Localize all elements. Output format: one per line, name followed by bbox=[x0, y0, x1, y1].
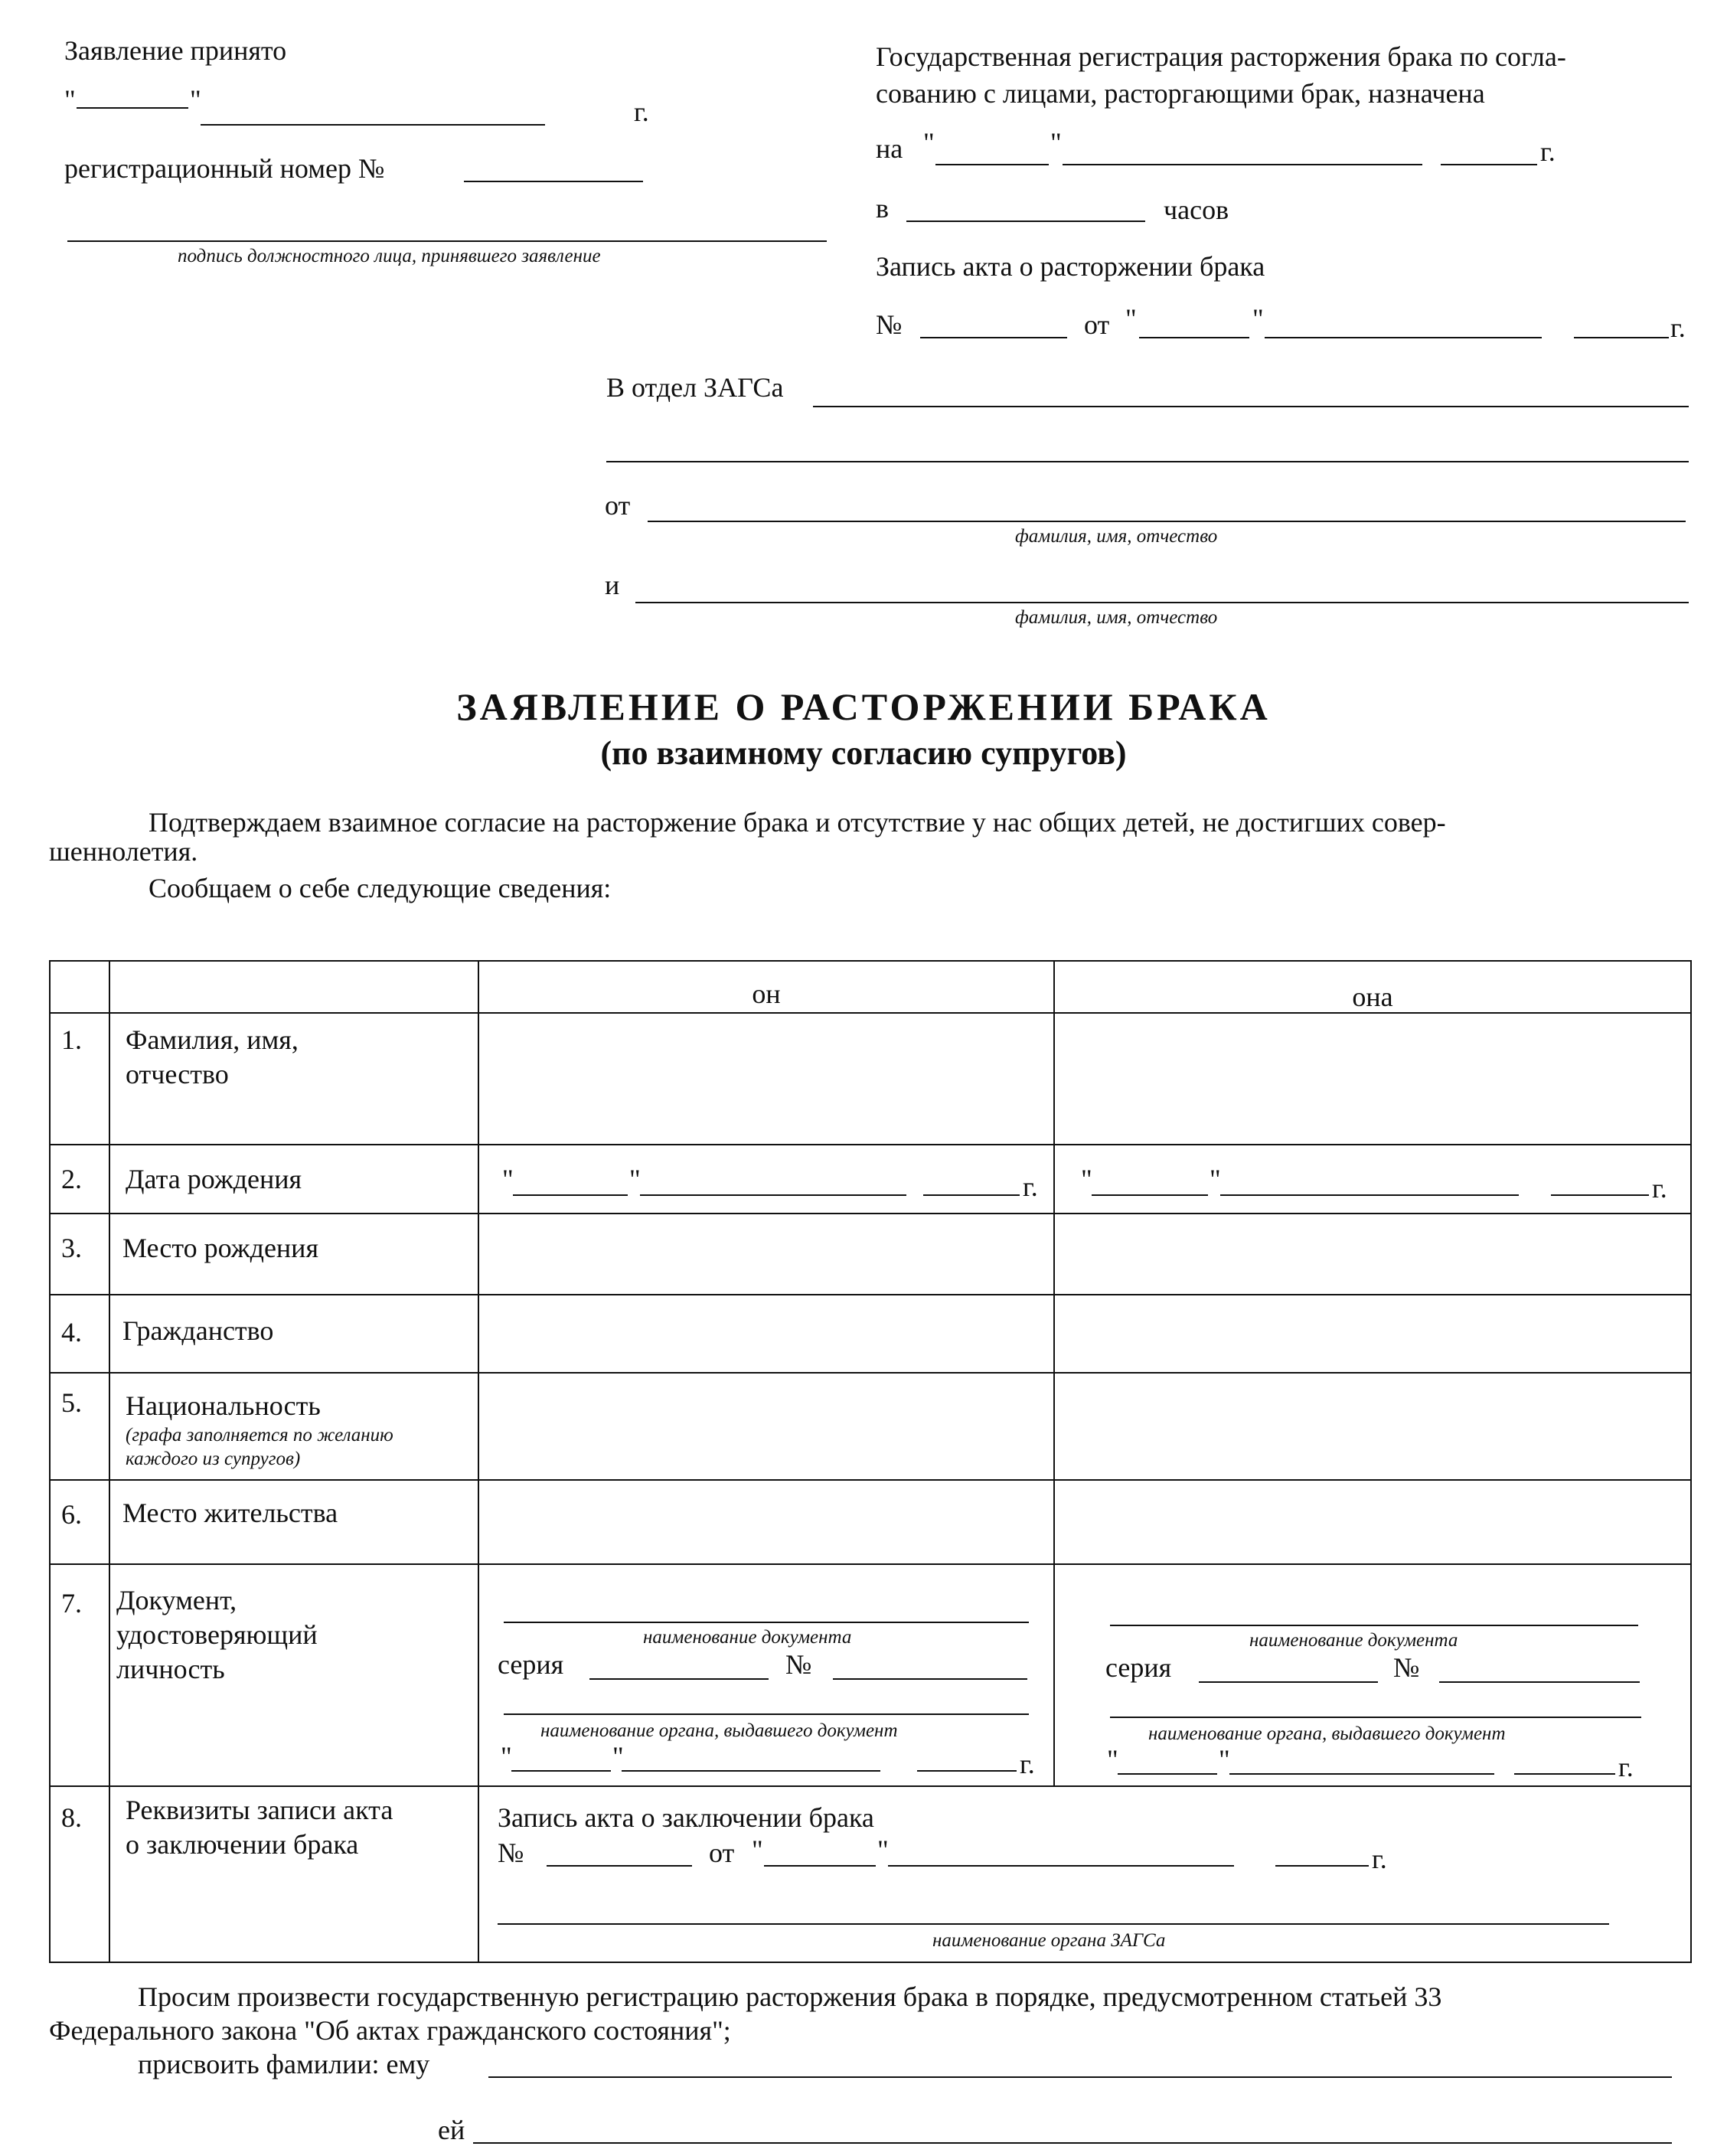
registration-month-field[interactable] bbox=[1063, 164, 1422, 165]
divorce-record-month-field[interactable] bbox=[1265, 337, 1542, 338]
he-document-number-field[interactable] bbox=[833, 1678, 1027, 1680]
he-series-field[interactable] bbox=[589, 1678, 769, 1680]
nationality-note: каждого из супругов) bbox=[126, 1449, 301, 1470]
row-divider bbox=[51, 1785, 1690, 1787]
number-sign: № bbox=[1393, 1652, 1420, 1683]
quote-open: " bbox=[64, 84, 76, 115]
zags-name-field[interactable] bbox=[498, 1923, 1609, 1925]
and-label: и bbox=[605, 570, 620, 600]
row-label-citizenship: Гражданство bbox=[122, 1315, 274, 1346]
she-issue-month-field[interactable] bbox=[1229, 1773, 1494, 1775]
quote-open: " bbox=[923, 127, 935, 158]
year-suffix: г. bbox=[1618, 1752, 1634, 1782]
row-label-birthdate: Дата рождения bbox=[126, 1164, 302, 1194]
he-residence-field[interactable] bbox=[479, 1481, 1052, 1562]
she-document-number-field[interactable] bbox=[1439, 1681, 1640, 1683]
applicant-1-fio-field[interactable] bbox=[648, 521, 1686, 522]
number-sign: № bbox=[498, 1838, 524, 1868]
row-label-marriage-record bbox=[126, 1793, 393, 1862]
quote-open: " bbox=[752, 1834, 763, 1865]
year-suffix: г. bbox=[1372, 1844, 1387, 1874]
row-number: 7. bbox=[61, 1588, 82, 1619]
row-label-line: отчество bbox=[126, 1059, 229, 1089]
year-suffix: г. bbox=[1652, 1173, 1667, 1204]
he-issue-month-field[interactable] bbox=[622, 1770, 880, 1772]
quote-close: " bbox=[1210, 1164, 1221, 1194]
quote-close: " bbox=[1252, 303, 1264, 334]
she-document-name-field[interactable] bbox=[1110, 1625, 1638, 1626]
request-line-1: Просим произвести государственную регистрацию расторжения брака в порядке, предусмотренном статьей 33 bbox=[138, 1981, 1442, 2012]
marriage-record-label: Запиcь акта о заключении брака bbox=[498, 1802, 874, 1833]
from-label: от bbox=[709, 1838, 735, 1868]
marriage-record-month-field[interactable] bbox=[888, 1865, 1234, 1867]
she-issuer-field[interactable] bbox=[1110, 1717, 1641, 1718]
he-document-name-field[interactable] bbox=[504, 1622, 1029, 1623]
fio-caption: фамилия, имя, отчество bbox=[1015, 607, 1218, 628]
column-header-she: она bbox=[1352, 982, 1393, 1012]
he-issuer-field[interactable] bbox=[504, 1713, 1029, 1715]
he-issue-day-field[interactable] bbox=[511, 1770, 611, 1772]
quote-close: " bbox=[190, 84, 201, 115]
document-name-caption: наименование документа bbox=[1249, 1630, 1458, 1651]
row-number: 2. bbox=[61, 1164, 82, 1194]
quote-close: " bbox=[629, 1164, 641, 1194]
intro-line-1: Подтверждаем взаимное согласие на расторжение брака и отсутствие у нас общих детей, не достигших совер- bbox=[149, 807, 1446, 838]
she-residence-field[interactable] bbox=[1055, 1481, 1689, 1562]
document-title: ЗАЯВЛЕНИЕ О РАСТОРЖЕНИИ БРАКА bbox=[456, 685, 1271, 728]
quote-open: " bbox=[502, 1164, 514, 1194]
surname-he-field[interactable] bbox=[488, 2076, 1672, 2078]
he-birth-year-field[interactable] bbox=[923, 1194, 1020, 1196]
he-nationality-field[interactable] bbox=[479, 1374, 1052, 1478]
applicant-2-fio-field[interactable] bbox=[635, 602, 1689, 603]
quote-close: " bbox=[1219, 1744, 1230, 1775]
row-label-residence: Место жительства bbox=[122, 1498, 338, 1528]
registry-name-field[interactable] bbox=[813, 406, 1689, 407]
intro-line-2: шеннолетия. bbox=[49, 836, 198, 867]
row-number: 6. bbox=[61, 1499, 82, 1530]
row-number: 5. bbox=[61, 1387, 82, 1418]
row-divider bbox=[51, 1563, 1690, 1565]
on-label: на bbox=[876, 133, 903, 164]
marriage-record-number-field[interactable] bbox=[547, 1865, 692, 1867]
row-number: 4. bbox=[61, 1317, 82, 1348]
year-suffix: г. bbox=[1540, 136, 1556, 167]
applicants-table bbox=[49, 960, 1692, 1963]
she-fio-field[interactable] bbox=[1055, 1014, 1689, 1142]
official-signature-caption: подпись должностного лица, принявшего заявление bbox=[178, 246, 601, 266]
registration-day-field[interactable] bbox=[935, 164, 1049, 165]
year-suffix: г. bbox=[634, 96, 649, 127]
registration-number-field[interactable] bbox=[464, 181, 643, 182]
marriage-record-day-field[interactable] bbox=[764, 1865, 876, 1867]
registration-number-label: регистрационный номер № bbox=[64, 153, 385, 184]
divorce-record-day-field[interactable] bbox=[1139, 337, 1249, 338]
quote-open: " bbox=[1107, 1744, 1118, 1775]
issuer-caption: наименование органа, выдавшего документ bbox=[1148, 1723, 1506, 1744]
divorce-record-year-field[interactable] bbox=[1574, 337, 1669, 338]
quote-close: " bbox=[1050, 127, 1062, 158]
row-number: 1. bbox=[61, 1024, 82, 1055]
she-issue-day-field[interactable] bbox=[1118, 1773, 1217, 1775]
divorce-record-label: Запись акта о расторжении брака bbox=[876, 251, 1265, 282]
at-label: в bbox=[876, 193, 889, 224]
issuer-caption: наименование органа, выдавшего документ bbox=[540, 1720, 898, 1741]
row-label-birthplace: Место рождения bbox=[122, 1233, 319, 1263]
intro-line-3: Сообщаем о себе следующие сведения: bbox=[149, 873, 612, 903]
she-citizenship-field[interactable] bbox=[1055, 1295, 1689, 1370]
row-label-line: Реквизиты записи акта bbox=[126, 1795, 393, 1825]
row-divider bbox=[51, 1144, 1690, 1145]
surname-she-field[interactable] bbox=[473, 2142, 1672, 2144]
request-line-2: Федерального закона "Об актах гражданского состояния"; bbox=[49, 2015, 731, 2046]
registration-time-field[interactable] bbox=[906, 220, 1145, 222]
zags-name-caption: наименование органа ЗАГСа bbox=[932, 1930, 1166, 1951]
she-birth-year-field[interactable] bbox=[1551, 1194, 1649, 1196]
she-series-field[interactable] bbox=[1199, 1681, 1378, 1683]
official-signature-field[interactable] bbox=[67, 240, 827, 242]
received-day-field[interactable] bbox=[77, 107, 188, 109]
row-label-line: удостоверяющий bbox=[116, 1619, 318, 1650]
document-name-caption: наименование документа bbox=[643, 1627, 852, 1648]
registration-year-field[interactable] bbox=[1441, 164, 1537, 165]
he-birthplace-field[interactable] bbox=[479, 1214, 1052, 1292]
divorce-record-number-field[interactable] bbox=[920, 337, 1067, 338]
row-label-line: Фамилия, имя, bbox=[126, 1024, 299, 1055]
to-registry-label: В отдел ЗАГСа bbox=[606, 372, 784, 403]
he-birth-month-field[interactable] bbox=[640, 1194, 906, 1196]
series-label: серия bbox=[498, 1649, 564, 1680]
application-received-label: Заявление принято bbox=[64, 35, 287, 66]
column-header-he: он bbox=[752, 978, 781, 1009]
he-issue-year-field[interactable] bbox=[917, 1770, 1017, 1772]
year-suffix: г. bbox=[1020, 1749, 1035, 1779]
she-nationality-field[interactable] bbox=[1055, 1374, 1689, 1478]
fio-caption: фамилия, имя, отчество bbox=[1015, 526, 1218, 547]
year-suffix: г. bbox=[1670, 312, 1686, 343]
row-label-line: Национальность bbox=[126, 1390, 321, 1421]
quote-close: " bbox=[612, 1741, 624, 1772]
row-number: 3. bbox=[61, 1233, 82, 1263]
from-label: от bbox=[1084, 309, 1110, 340]
number-sign: № bbox=[785, 1649, 812, 1680]
she-issue-year-field[interactable] bbox=[1514, 1773, 1615, 1775]
quote-close: " bbox=[877, 1834, 889, 1865]
she-birthplace-field[interactable] bbox=[1055, 1214, 1689, 1292]
he-fio-field[interactable] bbox=[479, 1014, 1052, 1142]
scheduled-text: Государственная регистрация расторжения брака по согла- bbox=[876, 41, 1566, 72]
row-label-id-document bbox=[116, 1583, 318, 1687]
she-birth-day-field[interactable] bbox=[1092, 1194, 1208, 1196]
quote-open: " bbox=[1081, 1164, 1092, 1194]
quote-open: " bbox=[1125, 303, 1137, 334]
row-label-nationality bbox=[126, 1389, 393, 1472]
assign-surname-he-label: присвоить фамилии: ему bbox=[138, 2049, 430, 2079]
row-label-line: о заключении брака bbox=[126, 1829, 359, 1860]
assign-surname-she-label: ей bbox=[438, 2115, 465, 2145]
row-label-fio bbox=[126, 1023, 299, 1092]
series-label: серия bbox=[1105, 1652, 1172, 1683]
registry-name-field-2[interactable] bbox=[606, 461, 1689, 462]
he-birth-day-field[interactable] bbox=[513, 1194, 628, 1196]
he-citizenship-field[interactable] bbox=[479, 1295, 1052, 1370]
quote-open: " bbox=[501, 1741, 512, 1772]
marriage-record-year-field[interactable] bbox=[1275, 1865, 1369, 1867]
row-label-line: Документ, bbox=[116, 1585, 237, 1615]
hours-label: часов bbox=[1164, 194, 1229, 225]
number-sign: № bbox=[876, 309, 903, 340]
from-label: от bbox=[605, 490, 631, 521]
row-label-line: личность bbox=[116, 1654, 225, 1684]
document-subtitle: (по взаимному согласию супругов) bbox=[600, 734, 1127, 772]
she-birth-month-field[interactable] bbox=[1220, 1194, 1519, 1196]
nationality-note: (графа заполняется по желанию bbox=[126, 1425, 393, 1446]
column-divider bbox=[109, 962, 110, 1962]
scheduled-text-2: сованию с лицами, расторгающими брак, назначена bbox=[876, 78, 1485, 109]
year-suffix: г. bbox=[1023, 1171, 1038, 1202]
row-number: 8. bbox=[61, 1802, 82, 1833]
received-month-field[interactable] bbox=[201, 124, 545, 126]
